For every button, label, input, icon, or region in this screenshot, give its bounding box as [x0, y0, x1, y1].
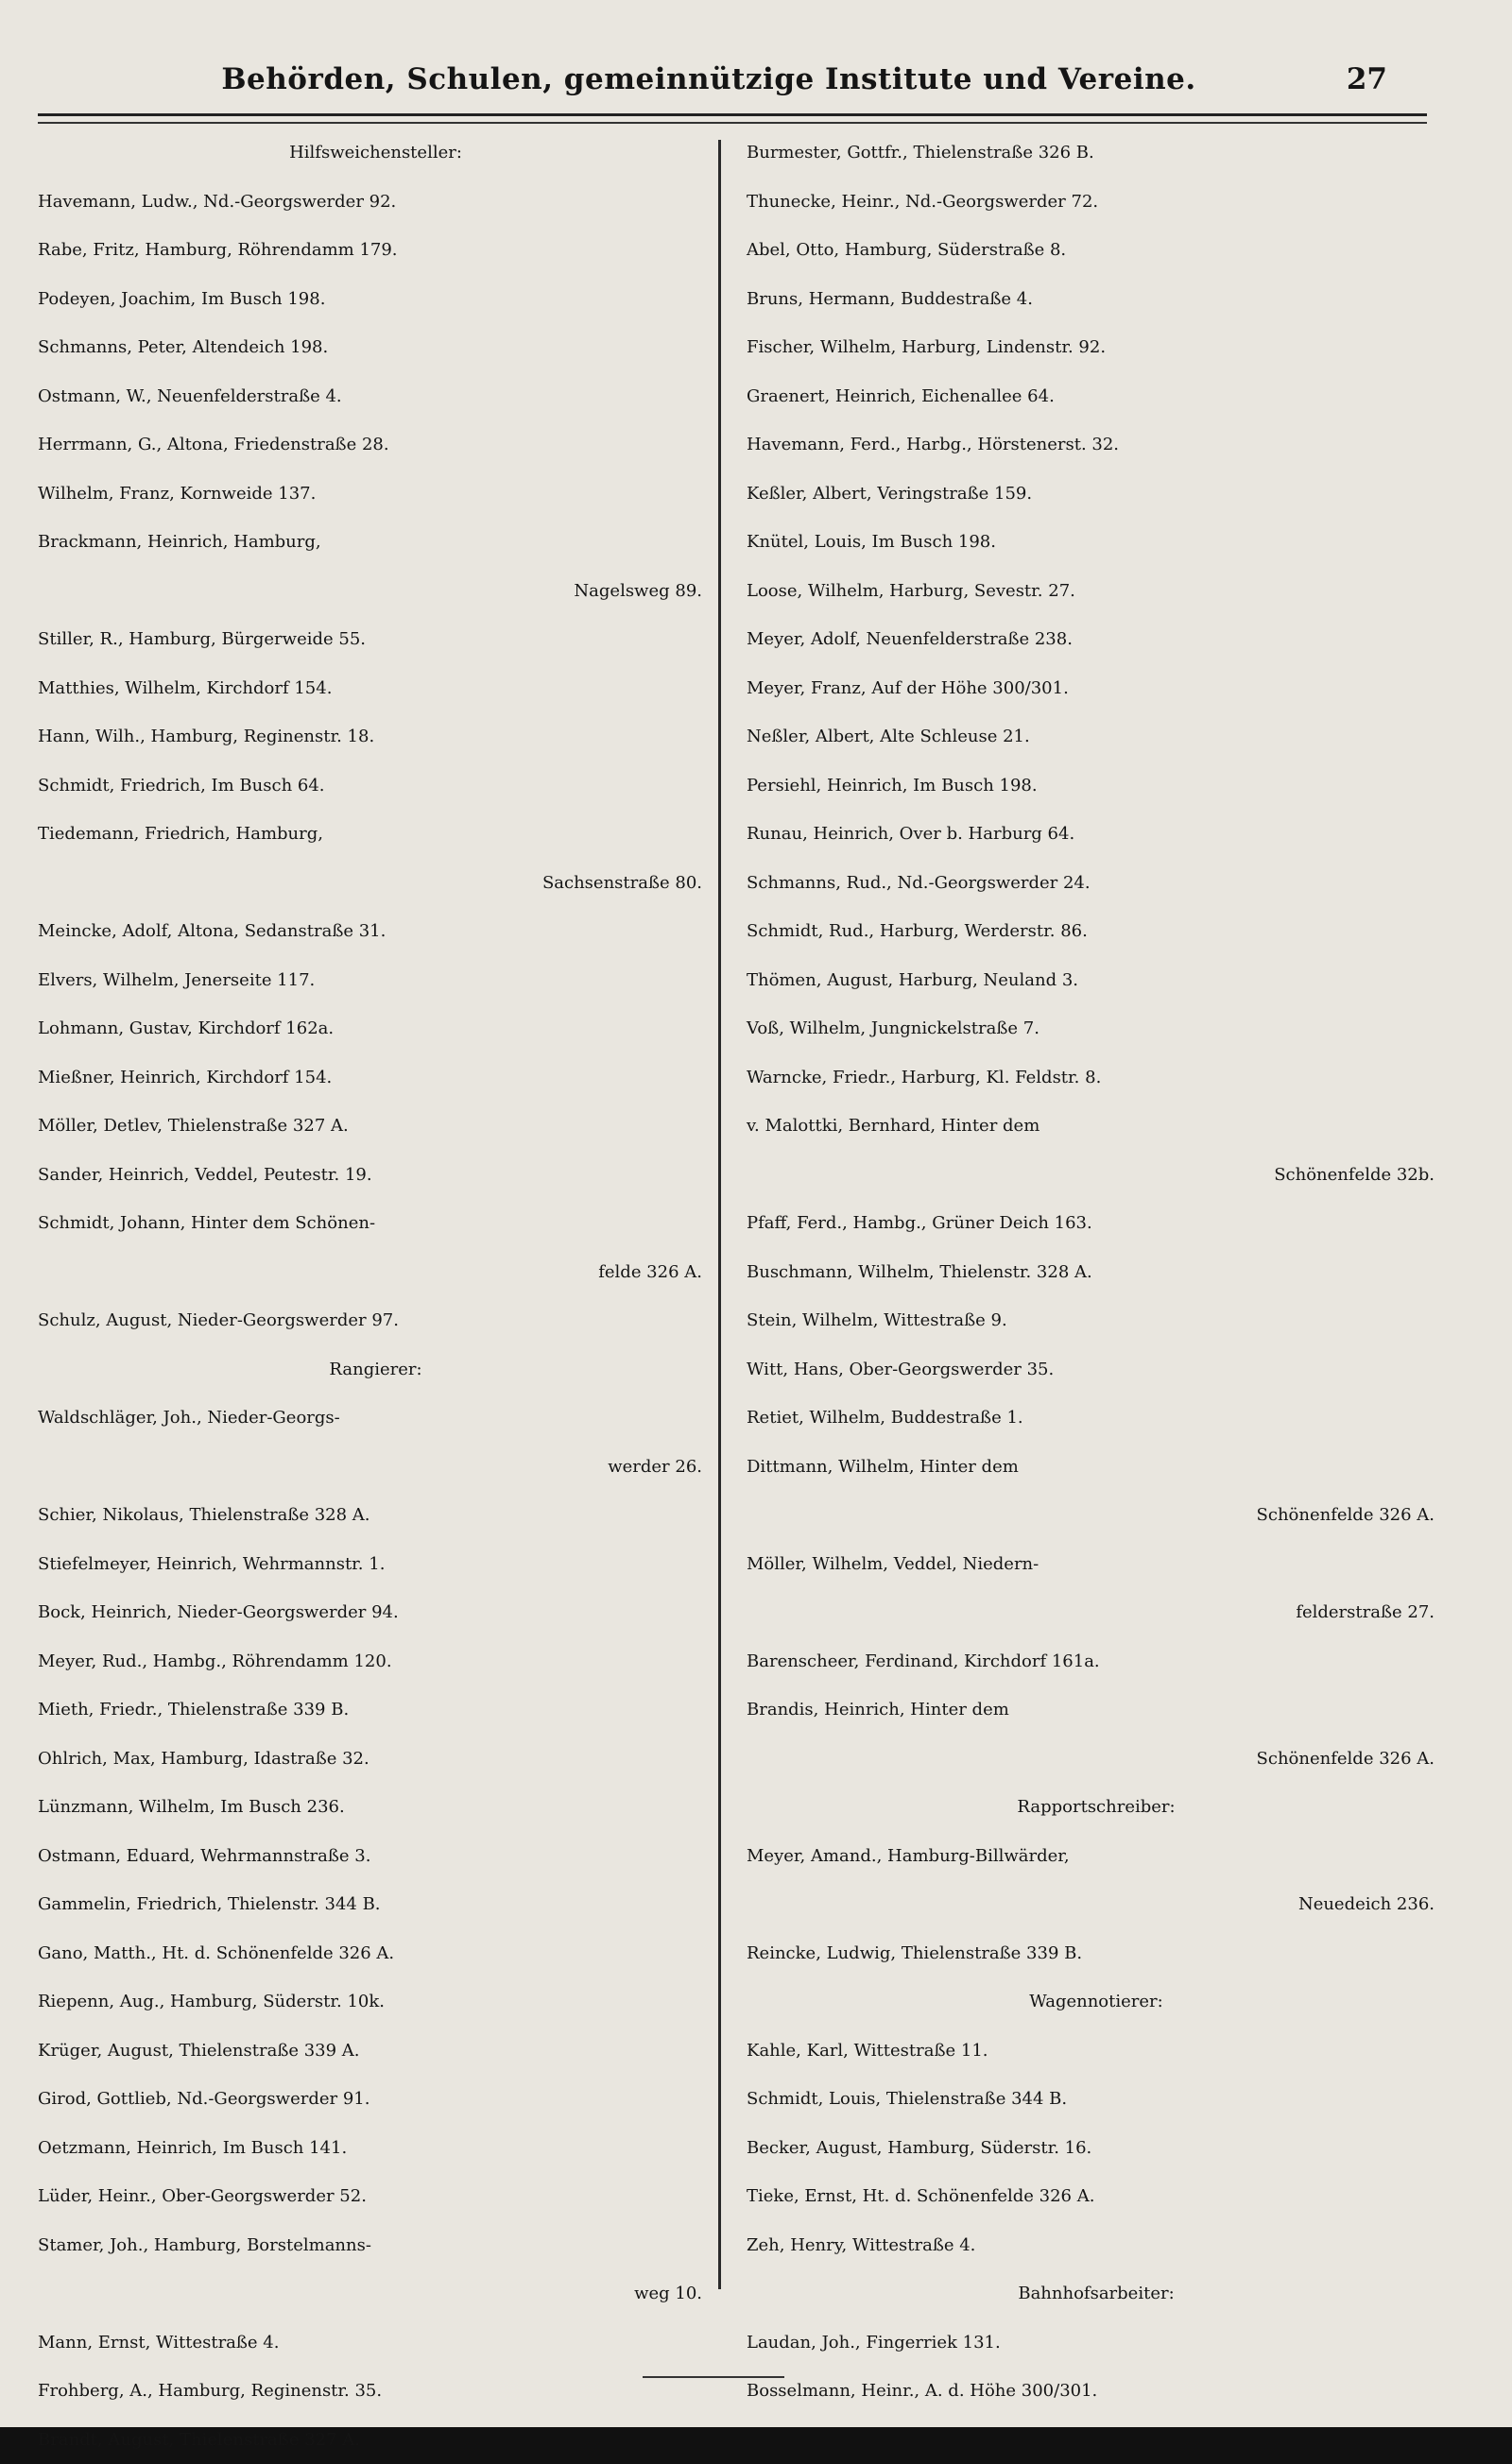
entry-continuation: Neuedeich 236. — [747, 1880, 1446, 1929]
page-number: 27 — [1347, 62, 1387, 96]
directory-entry: Kahle, Karl, Wittestraße 11. — [747, 2027, 1446, 2076]
header-rule-thin — [38, 122, 1427, 124]
directory-entry: Brackmann, Heinrich, Hamburg, — [38, 518, 713, 567]
directory-entry: Neßler, Albert, Alte Schleuse 21. — [747, 712, 1446, 761]
entry-continuation: felderstraße 27. — [747, 1588, 1446, 1637]
directory-entry: Gammelin, Friedrich, Thielenstr. 344 B. — [38, 1880, 713, 1929]
section-heading: Hilfsweichensteller: — [38, 128, 713, 178]
directory-entry: Lüder, Heinr., Ober-Georgswerder 52. — [38, 2172, 713, 2221]
directory-entry: Graenert, Heinrich, Eichenallee 64. — [747, 372, 1446, 421]
directory-entry: Stiefelmeyer, Heinrich, Wehrmannstr. 1. — [38, 1540, 713, 1589]
directory-entry: Krüger, August, Thielenstraße 339 A. — [38, 2027, 713, 2076]
directory-entry: Dittmann, Wilhelm, Hinter dem — [747, 1443, 1446, 1492]
directory-entry: Thömen, August, Harburg, Neuland 3. — [747, 956, 1446, 1005]
directory-entry: Ostmann, W., Neuenfelderstraße 4. — [38, 372, 713, 421]
directory-entry: Laudan, Joh., Fingerriek 131. — [747, 2319, 1446, 2368]
directory-entry: Schmidt, Rud., Harburg, Werderstr. 86. — [747, 907, 1446, 956]
directory-entry: Voß, Wilhelm, Jungnickelstraße 7. — [747, 1004, 1446, 1053]
footer-rule — [643, 2376, 784, 2378]
directory-entry: Meyer, Franz, Auf der Höhe 300/301. — [747, 664, 1446, 713]
directory-entry: Loose, Wilhelm, Harburg, Sevestr. 27. — [747, 567, 1446, 616]
directory-entry: Pfaff, Ferd., Hambg., Grüner Deich 163. — [747, 1199, 1446, 1248]
directory-entry: Reincke, Ludwig, Thielenstraße 339 B. — [747, 1929, 1446, 1978]
directory-entry: Frohberg, A., Hamburg, Reginenstr. 35. — [38, 2367, 713, 2416]
directory-entry: Thunecke, Heinr., Nd.-Georgswerder 72. — [747, 178, 1446, 227]
directory-entry: Fischer, Wilhelm, Harburg, Lindenstr. 92. — [747, 323, 1446, 372]
directory-entry: Meincke, Adolf, Altona, Sedanstraße 31. — [38, 907, 713, 956]
directory-entry: Matthies, Wilhelm, Kirchdorf 154. — [38, 664, 713, 713]
section-heading: Rapportschreiber: — [747, 1783, 1446, 1832]
directory-entry: Ohlrich, Max, Hamburg, Idastraße 32. — [38, 1735, 713, 1784]
entry-continuation: Schönenfelde 326 A. — [747, 1491, 1446, 1540]
directory-entry: Oetzmann, Heinrich, Im Busch 141. — [38, 2124, 713, 2173]
directory-entry: Schmidt, Friedrich, Im Busch 64. — [38, 761, 713, 811]
directory-entry: Tieke, Ernst, Ht. d. Schönenfelde 326 A. — [747, 2172, 1446, 2221]
section-heading: Rangierer: — [38, 1345, 713, 1395]
directory-entry: Mann, Ernst, Wittestraße 4. — [38, 2319, 713, 2368]
directory-entry: Ostmann, Eduard, Wehrmannstraße 3. — [38, 1832, 713, 1881]
directory-entry: Barenscheer, Ferdinand, Kirchdorf 161a. — [747, 1637, 1446, 1686]
directory-entry: Havemann, Ferd., Harbg., Hörstenerst. 32. — [747, 420, 1446, 470]
directory-entry: Möller, Wilhelm, Veddel, Niedern- — [747, 1540, 1446, 1589]
directory-entry: Burmester, Gottfr., Thielenstraße 326 B. — [747, 128, 1446, 178]
directory-entry: Schmidt, Johann, Hinter dem Schönen- — [38, 1199, 713, 1248]
section-heading: Bahnhofsarbeiter: — [747, 2269, 1446, 2319]
directory-entry: Witt, Hans, Ober-Georgswerder 35. — [747, 1345, 1446, 1395]
directory-entry: Mieth, Friedr., Thielenstraße 339 B. — [38, 1685, 713, 1735]
directory-entry: Bock, Heinrich, Nieder-Georgswerder 94. — [38, 1588, 713, 1637]
directory-entry: Rabe, Fritz, Hamburg, Röhrendamm 179. — [38, 226, 713, 275]
directory-entry: Schmidt, Louis, Thielenstraße 344 B. — [747, 2075, 1446, 2124]
directory-entry: Becker, August, Hamburg, Süderstr. 16. — [747, 2124, 1446, 2173]
directory-entry: Brandis, Heinrich, Hinter dem — [747, 1685, 1446, 1735]
directory-entry: Girod, Gottlieb, Nd.-Georgswerder 91. — [38, 2075, 713, 2124]
directory-entry: Möller, Detlev, Thielenstraße 327 A. — [38, 1102, 713, 1151]
directory-entry: Meyer, Rud., Hambg., Röhrendamm 120. — [38, 1637, 713, 1686]
directory-entry: Hann, Wilh., Hamburg, Reginenstr. 18. — [38, 712, 713, 761]
directory-entry: Gano, Matth., Ht. d. Schönenfelde 326 A. — [38, 1929, 713, 1978]
directory-entry: Meyer, Adolf, Neuenfelderstraße 238. — [747, 615, 1446, 664]
directory-entry: Zeh, Henry, Wittestraße 4. — [747, 2221, 1446, 2270]
directory-entry: Abel, Otto, Hamburg, Süderstraße 8. — [747, 226, 1446, 275]
directory-entry: Stamer, Joh., Hamburg, Borstelmanns- — [38, 2221, 713, 2270]
right-column — [747, 128, 1446, 2416]
directory-entry: Herrmann, G., Altona, Friedenstraße 28. — [38, 420, 713, 470]
directory-entry: Schier, Nikolaus, Thielenstraße 328 A. — [38, 1491, 713, 1540]
directory-entry: Riepenn, Aug., Hamburg, Süderstr. 10k. — [38, 1977, 713, 2027]
running-title: Behörden, Schulen, gemeinnützige Institute und Vereine. — [38, 62, 1380, 96]
directory-entry: Wilhelm, Franz, Kornweide 137. — [38, 470, 713, 519]
directory-entry: Brandt, August, Thielenstraße 327 A. — [38, 2416, 713, 2464]
entry-continuation: weg 10. — [38, 2269, 713, 2319]
entry-continuation: Sachsenstraße 80. — [38, 859, 713, 908]
directory-entry: Sander, Heinrich, Veddel, Peutestr. 19. — [38, 1151, 713, 1200]
directory-entry: Podeyen, Joachim, Im Busch 198. — [38, 275, 713, 324]
entry-continuation: Schönenfelde 326 A. — [747, 1735, 1446, 1784]
directory-entry: Lohmann, Gustav, Kirchdorf 162a. — [38, 1004, 713, 1053]
entry-continuation: werder 26. — [38, 1443, 713, 1492]
directory-entry: Bosselmann, Heinr., A. d. Höhe 300/301. — [747, 2367, 1446, 2416]
directory-entry: Meyer, Amand., Hamburg-Billwärder, — [747, 1832, 1446, 1881]
entry-continuation: Schönenfelde 32b. — [747, 1151, 1446, 1200]
directory-entry: Keßler, Albert, Veringstraße 159. — [747, 470, 1446, 519]
directory-entry: Runau, Heinrich, Over b. Harburg 64. — [747, 810, 1446, 859]
entry-continuation: Nagelsweg 89. — [38, 567, 713, 616]
directory-entry: Elvers, Wilhelm, Jenerseite 117. — [38, 956, 713, 1005]
directory-entry: Waldschläger, Joh., Nieder-Georgs- — [38, 1394, 713, 1443]
entry-continuation: felde 326 A. — [38, 1248, 713, 1297]
directory-entry: Mießner, Heinrich, Kirchdorf 154. — [38, 1053, 713, 1103]
page-header — [38, 62, 1380, 106]
left-column — [38, 128, 713, 2464]
directory-entry: Stein, Wilhelm, Wittestraße 9. — [747, 1296, 1446, 1345]
directory-entry: Buschmann, Wilhelm, Thielenstr. 328 A. — [747, 1248, 1446, 1297]
directory-entry: Warncke, Friedr., Harburg, Kl. Feldstr. 8. — [747, 1053, 1446, 1103]
directory-entry: Retiet, Wilhelm, Buddestraße 1. — [747, 1394, 1446, 1443]
column-divider — [718, 140, 721, 2289]
header-rule — [38, 113, 1427, 116]
directory-entry: Schmanns, Rud., Nd.-Georgswerder 24. — [747, 859, 1446, 908]
directory-entry: Tiedemann, Friedrich, Hamburg, — [38, 810, 713, 859]
directory-entry: v. Malottki, Bernhard, Hinter dem — [747, 1102, 1446, 1151]
directory-entry: Schulz, August, Nieder-Georgswerder 97. — [38, 1296, 713, 1345]
directory-entry: Persiehl, Heinrich, Im Busch 198. — [747, 761, 1446, 811]
directory-entry: Bruns, Hermann, Buddestraße 4. — [747, 275, 1446, 324]
directory-entry: Havemann, Ludw., Nd.-Georgswerder 92. — [38, 178, 713, 227]
directory-entry: Knütel, Louis, Im Busch 198. — [747, 518, 1446, 567]
directory-entry: Stiller, R., Hamburg, Bürgerweide 55. — [38, 615, 713, 664]
section-heading: Wagennotierer: — [747, 1977, 1446, 2027]
directory-entry: Lünzmann, Wilhelm, Im Busch 236. — [38, 1783, 713, 1832]
directory-entry: Schmanns, Peter, Altendeich 198. — [38, 323, 713, 372]
